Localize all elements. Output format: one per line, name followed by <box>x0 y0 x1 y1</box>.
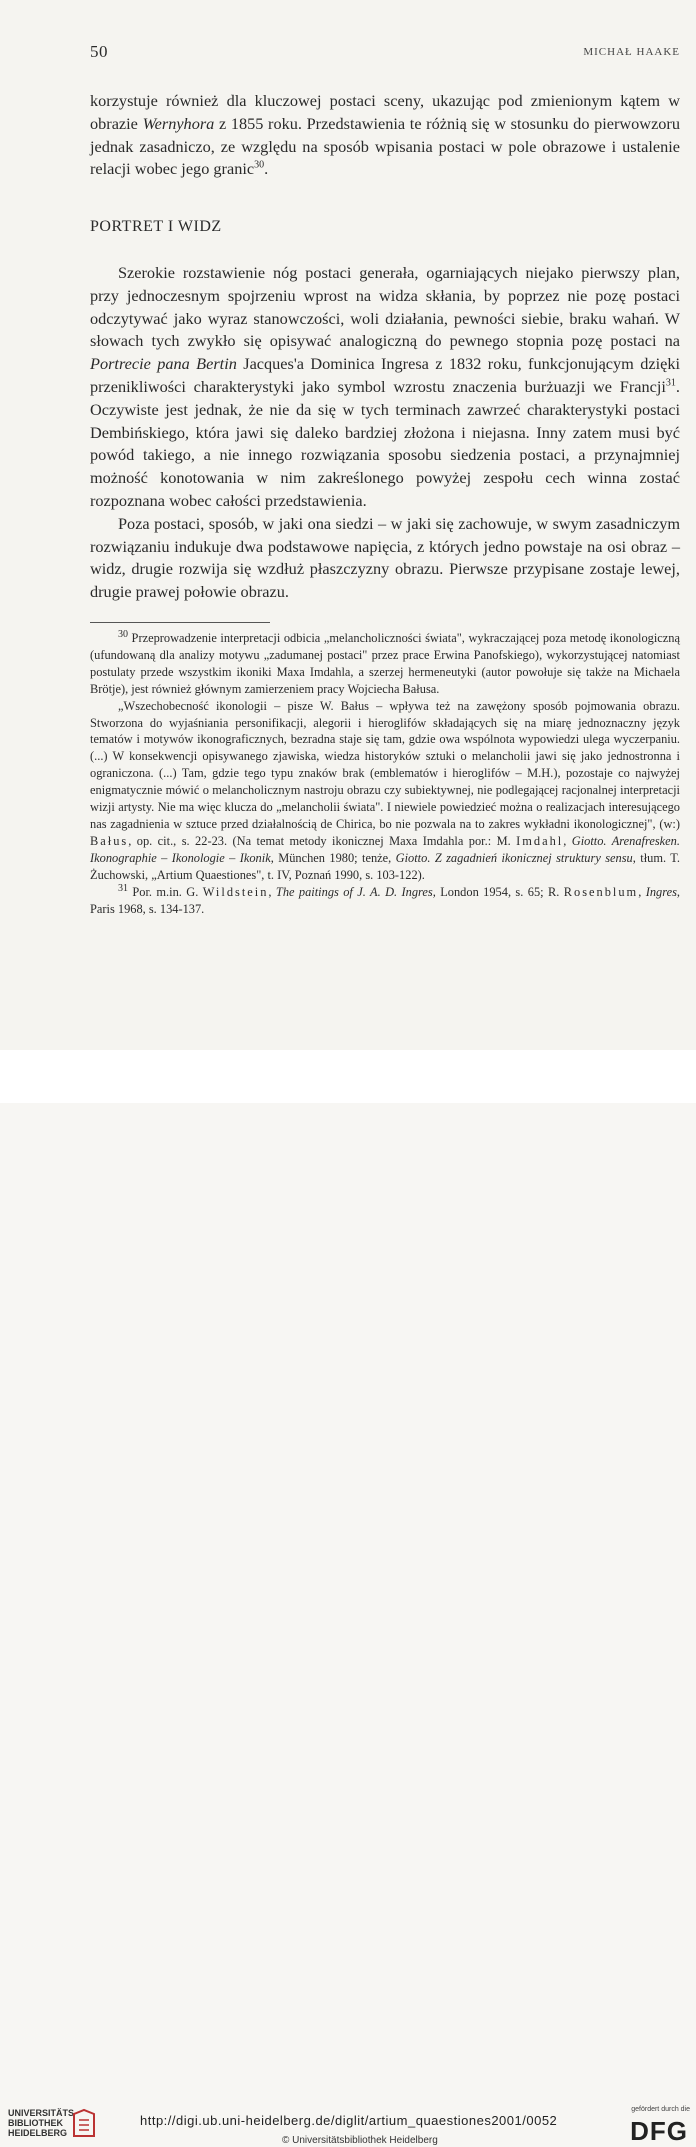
text-run: , <box>563 833 572 848</box>
copyright-notice: © Universitätsbibliothek Heidelberg <box>282 2135 438 2146</box>
main-text <box>90 262 680 604</box>
digitization-footer <box>0 1050 696 2146</box>
funded-by-label: gefördert durch die <box>631 2106 690 2113</box>
text-run: , München 1980; tenże, <box>270 850 396 865</box>
text-run: , <box>268 884 276 899</box>
italic-title: Portrecie pana Bertin <box>90 354 237 374</box>
library-logo-text: UNIVERSITÄTS- BIBLIOTHEK HEIDELBERG <box>8 2108 78 2138</box>
italic-title: Giotto. Z zagadnień ikonicznej struktury sensu <box>395 850 633 865</box>
permalink-url[interactable]: http://digi.ub.uni-heidelberg.de/diglit/artium_quaestiones2001/0052 <box>140 2113 558 2128</box>
running-header-author: MICHAŁ HAAKE <box>583 46 680 58</box>
text-run: . <box>264 159 269 179</box>
library-logo-icon <box>70 2108 98 2138</box>
text-run: , Paris 1968, s. 134-137. <box>90 884 680 916</box>
text-run: , tłum. T. Żuchowski, „Artium Quaestiones", t. IV, Poznań 1990, s. 103-122). <box>90 850 681 882</box>
footnote-ref-31[interactable]: 31 <box>665 377 676 389</box>
spaced-author: Bałus <box>90 833 129 848</box>
text-run: . Oczywiste jest jednak, że nie da się w tych terminach zawrzeć charakterystyki postaci Dembińskiego, która jawi się daleko bardziej złożona i niejasna. Inny zatem musi być powód takiego, a nie innego rozwiązania sposobu siedzenia postaci, a przynajmniej możność konotowania w nim zakreślonego powyżej zespołu cech winna zostać rozpoznana wobec całości przedstawienia. <box>90 376 680 510</box>
text-run: korzystuje również dla kluczowej postaci sceny, ukazując pod zmienionym kątem w obrazie <box>90 91 680 133</box>
text-run: „Wszechobecność ikonologii – pisze W. Bałus – wpływa też na zawężony sposób pojmowania obrazu. Stworzona do wyjaśniania personifikacji, alegorii i hieroglifów składających się na miarę jednoznaczny język tematów i motywów ikonograficznych, bezradna staje się tam, gdzie owa wspólnota wypowiedzi ulega wyczerpaniu. (...) W konsekwencji opisywanego zjawiska, wiedza historyków sztuki o melancholii jawi się jako jednostronna i ograniczona. (...) Tam, gdzie tego typu znaków brak (emblematów i hieroglifów – M.H.), pozostaje co najwyżej enigmatycznie mówić o melancholicznym nastroju obrazu czy subiektywnej, nie podlegającej racjonalnej interpretacji wizji artysty. Nie ma więc klucza do „melancholii świata". I niewiele powiedzieć można o realizacjach interesującego nas zagadnienia w sztuce przed działalnością de Chirica, bo nie pozwala na to zakres wykładni ikonologicznej", (w:) <box>90 698 680 831</box>
text-run: London 1954, s. 65; R. <box>435 884 564 899</box>
footnote-ref-30[interactable]: 30 <box>254 159 265 171</box>
footnotes <box>90 630 680 917</box>
italic-title: Wernyhora <box>142 113 215 133</box>
text-run: Przeprowadzenie interpretacji odbicia „melancholiczności świata", wykraczającej poza metodę ikonologiczną (ufundowaną dla analizy motywu „zadumanej postaci" przez prace Erwina Panofskiego), wykorzystującej natomiast postulaty przede wszystkim ikoniki Maxa Imdahla, a szerzej hermeneutyki (autor powołuje się także na Michaela Brötje), jest również głównym zamierzeniem pracy Wojciecha Bałusa. <box>90 631 680 696</box>
footnote-divider <box>90 622 270 623</box>
footnote-number: 31 <box>118 882 128 894</box>
footnote-30-quote <box>90 698 680 884</box>
italic-title: The paitings of J. A. D. Ingres, <box>275 884 436 899</box>
italic-title: Giotto. Arenafresken. Ikonographie – Ikonologie – Ikonik <box>90 833 680 865</box>
footnote-number: 30 <box>118 628 128 640</box>
footnote-31 <box>90 884 680 918</box>
text-run: z 1855 roku. Przedstawienia te różnią się w stosunku do pierwowzoru jednak zasadniczo, ze względu na sposób wpisania postaci w pole obrazowe i ustalenie relacji wobec jego granic <box>90 113 680 179</box>
section-heading: PORTRET I WIDZ <box>90 218 222 235</box>
page-number: 50 <box>90 42 108 61</box>
paragraph-1 <box>90 90 680 181</box>
spaced-author: Wildstein <box>202 884 269 899</box>
dfg-logo: DFG <box>630 2116 688 2146</box>
text-run: Szerokie rozstawienie nóg postaci generała, ogarniających niejako pierwszy plan, przy jednoczesnym spojrzeniu wprost na widza skłania, by poprzez nie pozę postaci odczytywać jako wyraz stanowczości, woli działania, pewności siebie, braku wahań. W słowach tych zwykło się opisywać analogiczną do pewnego stopnia pozę postaci na <box>90 263 680 351</box>
spaced-author: Rosenblum <box>563 884 639 899</box>
text-run: Jacques'a Dominica Ingresa z 1832 roku, funkcjonującym dzięki przenikliwości charakterystyki jako symbol wzrostu znaczenia burżuazji we Francji <box>90 354 680 396</box>
text-run: , <box>638 884 646 899</box>
text-run: , op. cit., s. 22-23. (Na temat metody ikonicznej Maxa Imdahla por.: M. <box>128 833 517 848</box>
italic-title: Ingres <box>645 884 677 899</box>
book-page <box>0 0 696 1050</box>
spaced-author: Imdahl <box>516 833 564 848</box>
paragraph-3: Poza postaci, sposób, w jaki ona siedzi – w jaki się zachowuje, w swym zasadniczym rozwiązaniu indukuje dwa podstawowe napięcia, z których jedno powstaje na osi obraz – widz, drugie rozwija się wzdłuż płaszczyzny obrazu. Pierwsze przypisane zostaje lewej, drugie prawej połowie obrazu. <box>90 513 680 602</box>
footnote-30 <box>90 630 680 698</box>
text-run: Por. m.in. G. <box>128 884 203 899</box>
